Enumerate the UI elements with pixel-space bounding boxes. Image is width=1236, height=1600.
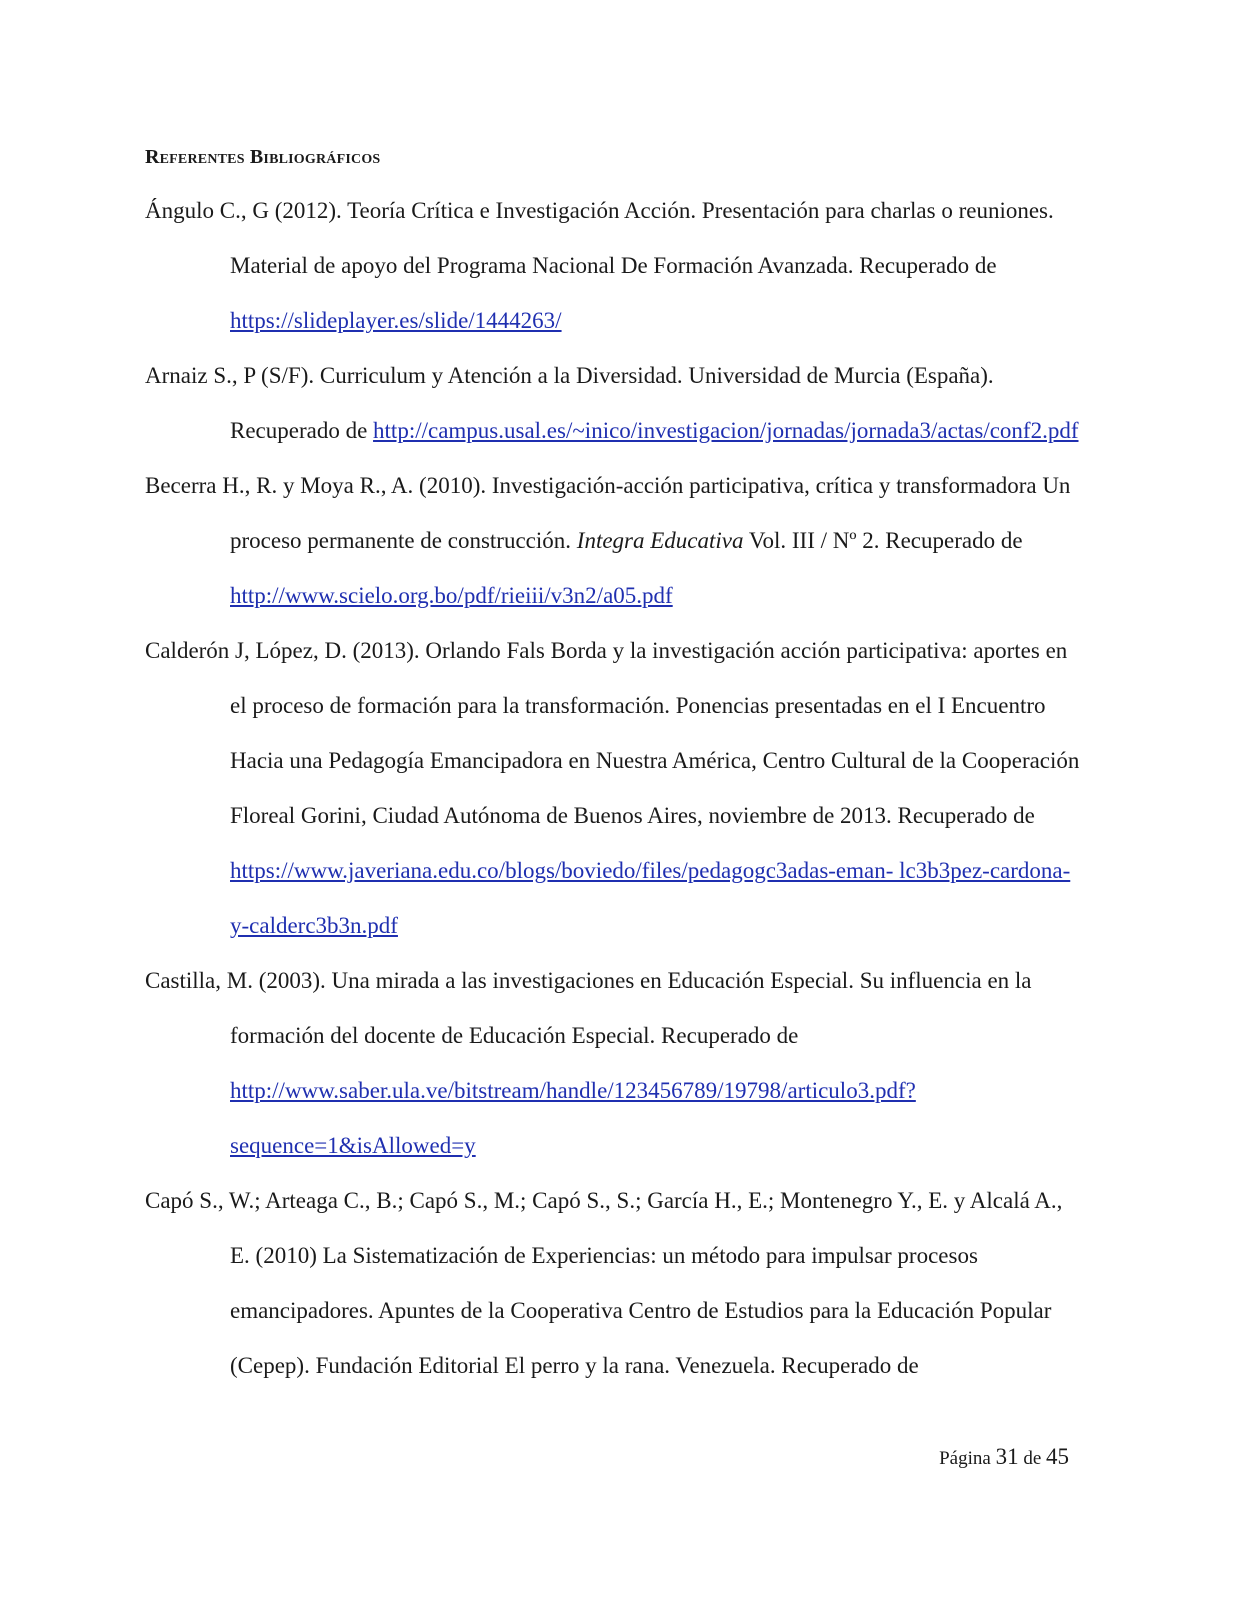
reference-item: [145, 458, 1085, 623]
reference-text: Vol. III / Nº 2. Recuperado de: [743, 528, 1023, 553]
reference-item: [145, 348, 1085, 458]
reference-text: Ángulo C., G (2012). Teoría Crítica e Investigación Acción. Presentación para charlas o reuniones. Material de apoyo del Programa Nacional De Formación Avanzada. Recuperado de: [145, 198, 1054, 278]
reference-item: [145, 953, 1085, 1173]
reference-link[interactable]: https://www.javeriana.edu.co/blogs/boviedo/files/pedagogc3adas-eman- lc3b3pez-cardona-y-calderc3b3n.pdf: [230, 858, 1071, 938]
reference-text: Capó S., W.; Arteaga C., B.; Capó S., M.; Capó S., S.; García H., E.; Montenegro Y., E. y Alcalá A., E. (2010) La Sistematización de Experiencias: un método para impulsar procesos emancipadores. Apuntes de la Cooperativa Centro de Estudios para la Educación Popular (Cepep). Fundación Editorial El perro y la rana. Venezuela. Recuperado de: [145, 1188, 1063, 1378]
reference-item: [145, 1173, 1085, 1393]
reference-text: Castilla, M. (2003). Una mirada a las investigaciones en Educación Especial. Su influencia en la formación del docente de Educación Especial. Recuperado de: [145, 968, 1032, 1048]
page-number: 31: [995, 1444, 1019, 1469]
page-footer: [939, 1444, 1069, 1470]
reference-link[interactable]: http://www.saber.ula.ve/bitstream/handle/123456789/19798/articulo3.pdf?sequence=1&isAllowed=y: [230, 1078, 916, 1158]
journal-title: Integra Educativa: [576, 528, 744, 553]
of-label: de: [1023, 1448, 1042, 1469]
reference-item: [145, 623, 1085, 953]
section-heading: Referentes Bibliográficos: [145, 146, 381, 168]
reference-list: [145, 183, 1085, 1393]
reference-text: Becerra H., R. y Moya R., A. (2010). Investigación-acción participativa, crítica y transformadora Un proceso permanente de construcción.: [145, 473, 1071, 553]
reference-link[interactable]: http://campus.usal.es/~inico/investigacion/jornadas/jornada3/actas/conf2.pdf: [373, 418, 1079, 443]
reference-link[interactable]: https://slideplayer.es/slide/1444263/: [230, 308, 562, 333]
reference-text: Calderón J, López, D. (2013). Orlando Fals Borda y la investigación acción participativa: aportes en el proceso de formación para la transformación. Ponencias presentadas en el I Encuentro Hacia una Pedagogía Emancipadora en Nuestra América, Centro Cultural de la Cooperación Floreal Gorini, Ciudad Autónoma de Buenos Aires, noviembre de 2013. Recuperado de: [145, 638, 1080, 828]
total-pages: 45: [1046, 1444, 1069, 1469]
page-label: Página: [939, 1448, 991, 1469]
reference-link[interactable]: http://www.scielo.org.bo/pdf/rieiii/v3n2/a05.pdf: [230, 583, 673, 608]
reference-item: [145, 183, 1085, 348]
reference-text: Arnaiz S., P (S/F). Curriculum y Atención a la Diversidad. Universidad de Murcia (España). Recuperado de: [145, 363, 994, 443]
